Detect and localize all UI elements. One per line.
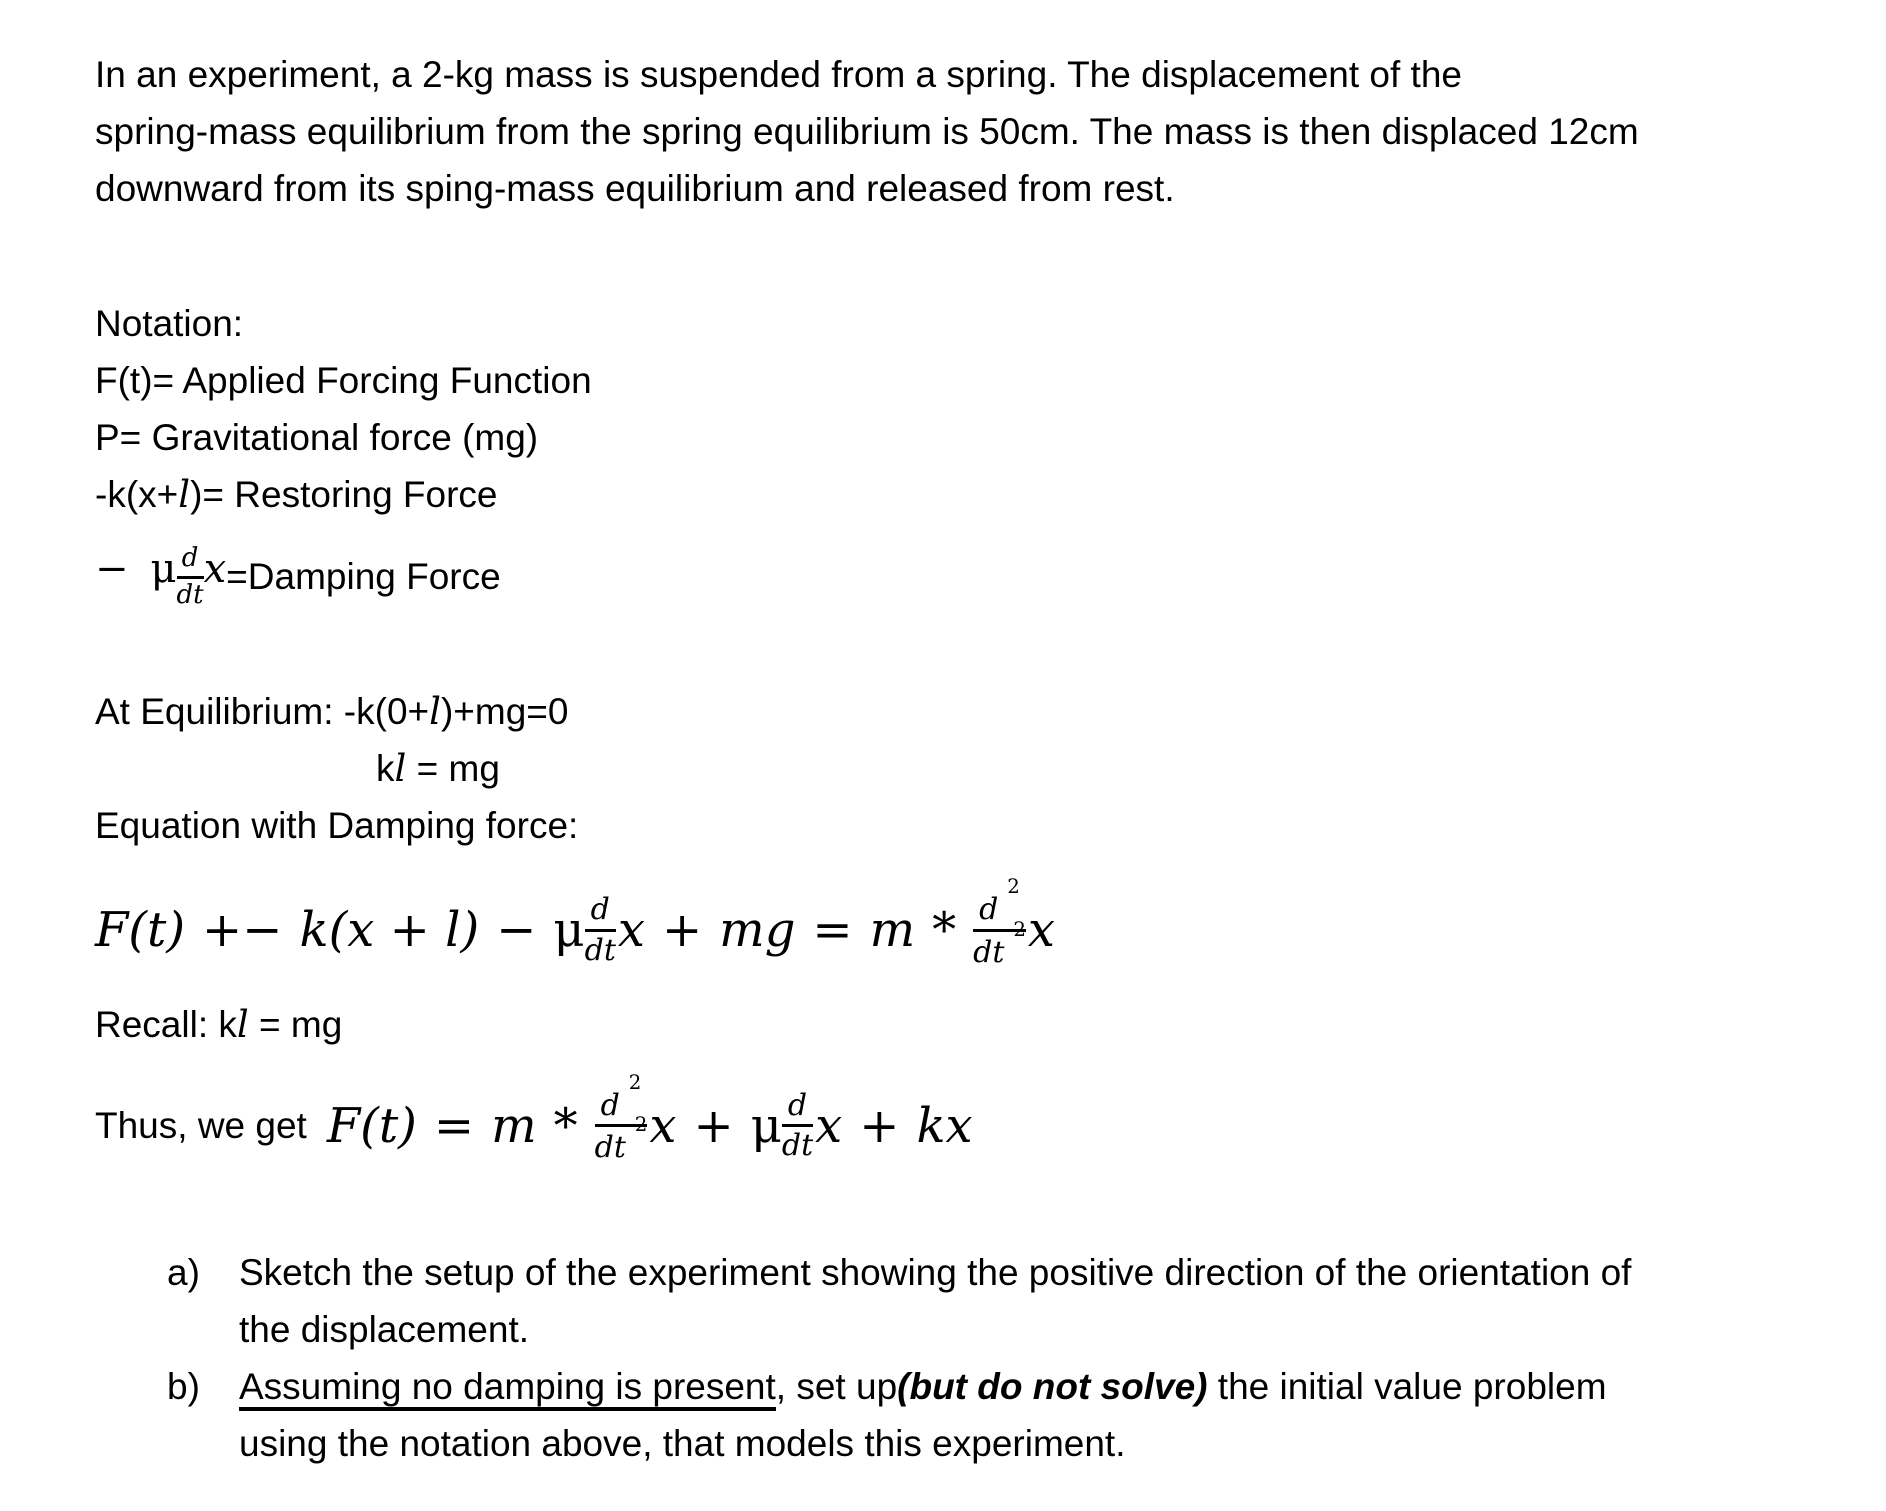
kl-rest: = mg [406, 748, 500, 789]
eq-mu-symbol: μ [553, 902, 585, 958]
question-b-line-1 [239, 1358, 1607, 1415]
eq-mass-variable: m [869, 902, 916, 958]
restoring-ell: l [178, 473, 191, 516]
damping-x-variable: x [203, 546, 227, 593]
notation-damping-force [95, 533, 1846, 621]
thus-x-variable: x [649, 1097, 677, 1154]
question-b-line-2: using the notation above, that models this experiment. [239, 1423, 1126, 1464]
notation-heading: Notation: [95, 303, 244, 344]
thus-label: Thus, we get [95, 1104, 307, 1146]
denominator-dt: dt [594, 1130, 626, 1165]
denominator-exponent: 2 [634, 1113, 648, 1137]
denominator-exponent: 2 [1013, 917, 1026, 941]
eq-asterisk: * [932, 902, 957, 958]
numerator-exponent: 2 [628, 1070, 642, 1094]
thus-asterisk: * [553, 1097, 578, 1154]
main-equation [95, 870, 1846, 990]
equilibrium-section [95, 683, 1846, 854]
notation-restoring-force [95, 466, 1846, 523]
eq-mg-term: mg [719, 902, 796, 958]
eq-d-dt-fraction [585, 894, 616, 966]
question-b-body [215, 1358, 1607, 1472]
intro-paragraph [95, 46, 1846, 217]
equilibrium-post: )+mg=0 [440, 691, 569, 732]
kl-k: k [376, 748, 395, 789]
eq-minus-operator: − [496, 902, 537, 958]
thus-forcing-term: F(t) [326, 1097, 417, 1154]
recall-post: = mg [248, 1004, 343, 1045]
question-a-marker: a) [167, 1252, 200, 1293]
equilibrium-ell: l [429, 690, 441, 733]
notation-forcing-function: F(t)= Applied Forcing Function [95, 360, 592, 401]
intro-line-3: downward from its sping-mass equilibrium and released from rest. [95, 168, 1175, 209]
eq-x2-variable: x [1027, 902, 1055, 958]
notation-section [95, 295, 1846, 621]
thus-equals-sign: = [433, 1097, 475, 1154]
restoring-pre: -k(x+ [95, 474, 179, 515]
damping-equation-heading: Equation with Damping force: [95, 805, 579, 846]
numerator-exponent: 2 [1007, 875, 1020, 899]
eq-spring-term: k(x + l) [299, 902, 480, 958]
thus-d2-dt2-fraction [594, 1070, 648, 1165]
thus-equation-row [95, 1063, 1846, 1188]
question-b-marker: b) [167, 1366, 200, 1407]
question-a-line-2: the displacement. [239, 1309, 530, 1350]
fraction-numerator: d [177, 545, 204, 578]
damping-label: =Damping Force [226, 556, 501, 597]
equilibrium-equation [95, 683, 1846, 740]
thus-d-dt-fraction [781, 1087, 814, 1163]
eq-d2-dt2-fraction [973, 875, 1026, 970]
question-a [95, 1244, 1846, 1358]
fraction-denominator: dt [584, 932, 616, 968]
eq-forcing-term: F(t) [95, 902, 186, 958]
fraction-numerator: d [585, 894, 616, 932]
thus-plus2-operator: + [859, 1097, 900, 1154]
fraction-numerator: d [782, 1090, 813, 1128]
numerator-d: d [600, 1087, 620, 1123]
thus-plus-operator: + [693, 1097, 734, 1154]
fraction-denominator [973, 917, 1026, 970]
equilibrium-pre: At Equilibrium: -k(0+ [95, 691, 430, 732]
damping-minus-sign: − [95, 546, 129, 593]
damping-mu-symbol: μ [150, 546, 177, 593]
recall-line [95, 996, 1846, 1053]
restoring-post: )= Restoring Force [190, 474, 498, 515]
thus-x2-variable: x [815, 1097, 843, 1154]
eq-plus-minus-operator: +− [202, 902, 283, 958]
fraction-denominator: dt [781, 1128, 814, 1163]
notation-gravitational-force: P= Gravitational force (mg) [95, 417, 539, 458]
denominator-dt: dt [973, 934, 1005, 970]
kl-equals-mg-line [95, 740, 1846, 797]
thus-mu-symbol: μ [750, 1097, 782, 1154]
eq-equals-sign: = [812, 902, 853, 958]
intro-line-1: In an experiment, a 2-kg mass is suspended from a spring. The displacement of the [95, 54, 1462, 95]
eq-x-variable: x [617, 902, 645, 958]
numerator-d: d [979, 892, 999, 927]
damping-math [95, 545, 226, 609]
kl-ell: l [394, 747, 407, 790]
recall-pre: Recall: k [95, 1004, 237, 1045]
question-b-mid: , set up [775, 1366, 898, 1407]
thus-equation [326, 1070, 990, 1165]
thus-mass-variable: m [491, 1097, 537, 1154]
question-a-line-1: Sketch the setup of the experiment showing the positive direction of the orientation of [239, 1252, 1632, 1293]
eq-plus-operator: + [661, 902, 703, 958]
fraction-denominator [594, 1113, 648, 1165]
fraction-denominator: dt [176, 579, 204, 610]
thus-kx-term: kx [916, 1097, 973, 1154]
intro-line-2: spring-mass equilibrium from the spring equilibrium is 50cm. The mass is then displaced 12cm [95, 111, 1639, 152]
question-a-body [215, 1244, 1631, 1358]
d-dt-fraction [177, 545, 204, 609]
question-b [95, 1358, 1846, 1472]
underlined-assumption: Assuming no damping is present [239, 1366, 776, 1411]
recall-ell: l [236, 1003, 249, 1046]
bold-italic-note: (but do not solve) [897, 1366, 1208, 1407]
questions-list [95, 1244, 1846, 1472]
question-b-after: the initial value problem [1207, 1366, 1607, 1407]
